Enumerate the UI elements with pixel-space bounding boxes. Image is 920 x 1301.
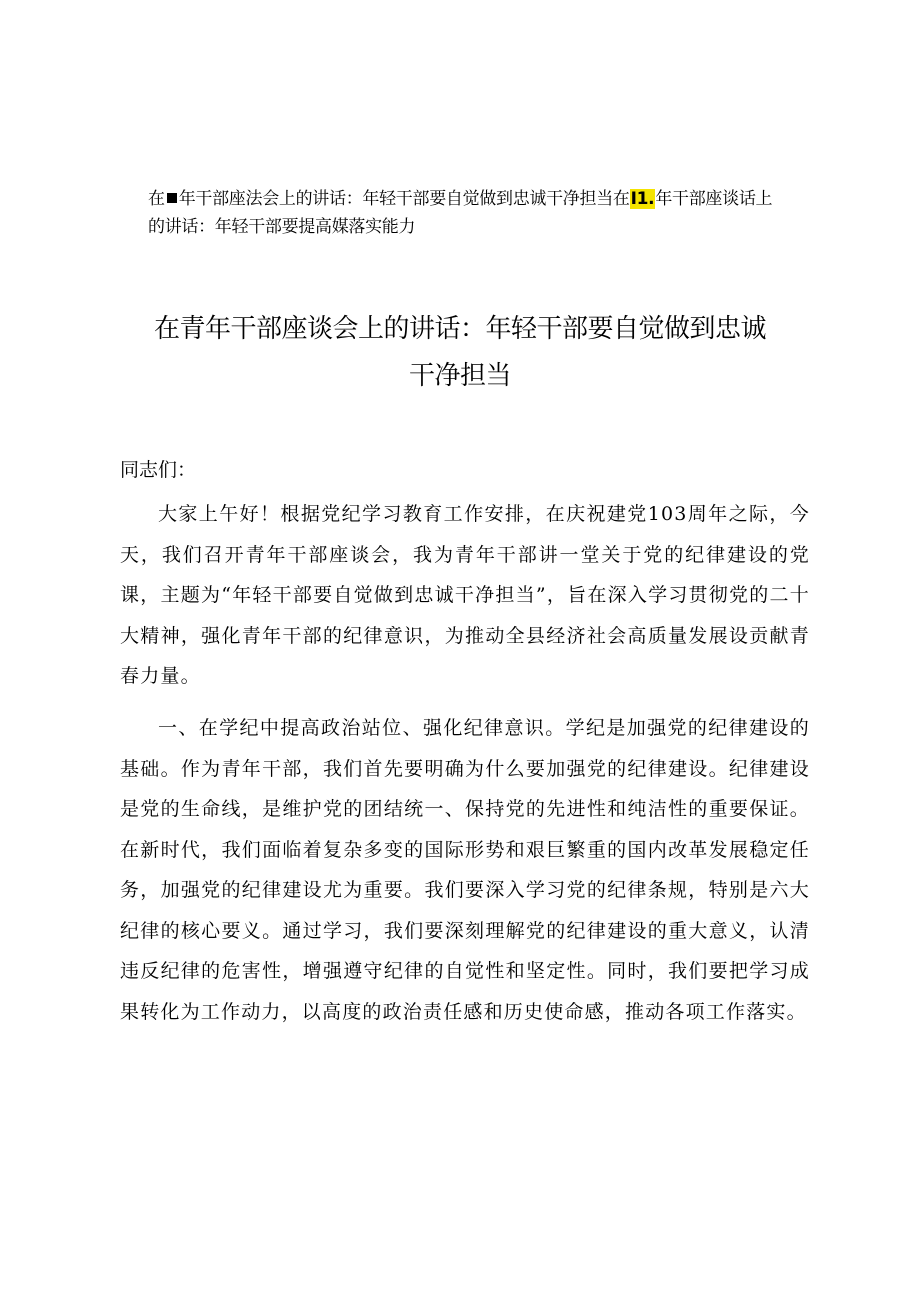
paragraph-section-one: 一、在学纪中提高政治站位、强化纪律意识。学纪是加强党的纪律建设的基础。作为青年干部，我们首先要明确为什么要加强党的纪律建设。纪律建设是党的生命线，是维护党的团结统一、保持党的先进性和纯洁性的重要保证。在新时代，我们面临着复杂多变的国际形势和艰巨繁重的国内改革发展稳定任务，加强党的纪律建设尤为重要。我们要深入学习党的纪律条规，特别是六大纪律的核心要义。通过学习，我们要深刻理解党的纪律建设的重大意义，认清违反纪律的危害性，增强遵守纪律的自觉性和坚定性。同时，我们要把学习成果转化为工作动力，以高度的政治责任感和历史使命感，推动各项工作落实。 <box>120 717 810 1023</box>
header-line-2: 的讲话：年轻干部要提高媒落实能力 <box>148 217 416 237</box>
header-line-1 <box>148 184 848 214</box>
document-title-line-2: 干净担当 <box>408 361 511 391</box>
header-line-1-part-2: 年干部座法会上的讲话：年轻干部要自觉做到忠诚干净担当在 <box>178 189 630 209</box>
document-title-line-1: 在青年干部座谈会上的讲话：年轻干部要自觉做到忠诚 <box>153 314 766 344</box>
highlighted-text: I1. <box>630 189 655 209</box>
redaction-marker <box>167 193 177 203</box>
header-line-1-part-1: 在 <box>148 189 165 209</box>
header-line-1-part-3: 年干部座谈话上 <box>655 189 773 209</box>
paragraph-intro: 大家上午好！根据党纪学习教育工作安排，在庆祝建党103周年之际，今天，我们召开青年干部座谈会，我为青年干部讲一堂关于党的纪律建设的党课，主题为“年轻干部要自觉做到忠诚干净担当”，旨在深入学习贯彻党的二十大精神，强化青年干部的纪律意识，为推动全县经济社会高质量发展设贡献青春力量。 <box>120 503 810 687</box>
salutation: 同志们： <box>120 459 197 481</box>
